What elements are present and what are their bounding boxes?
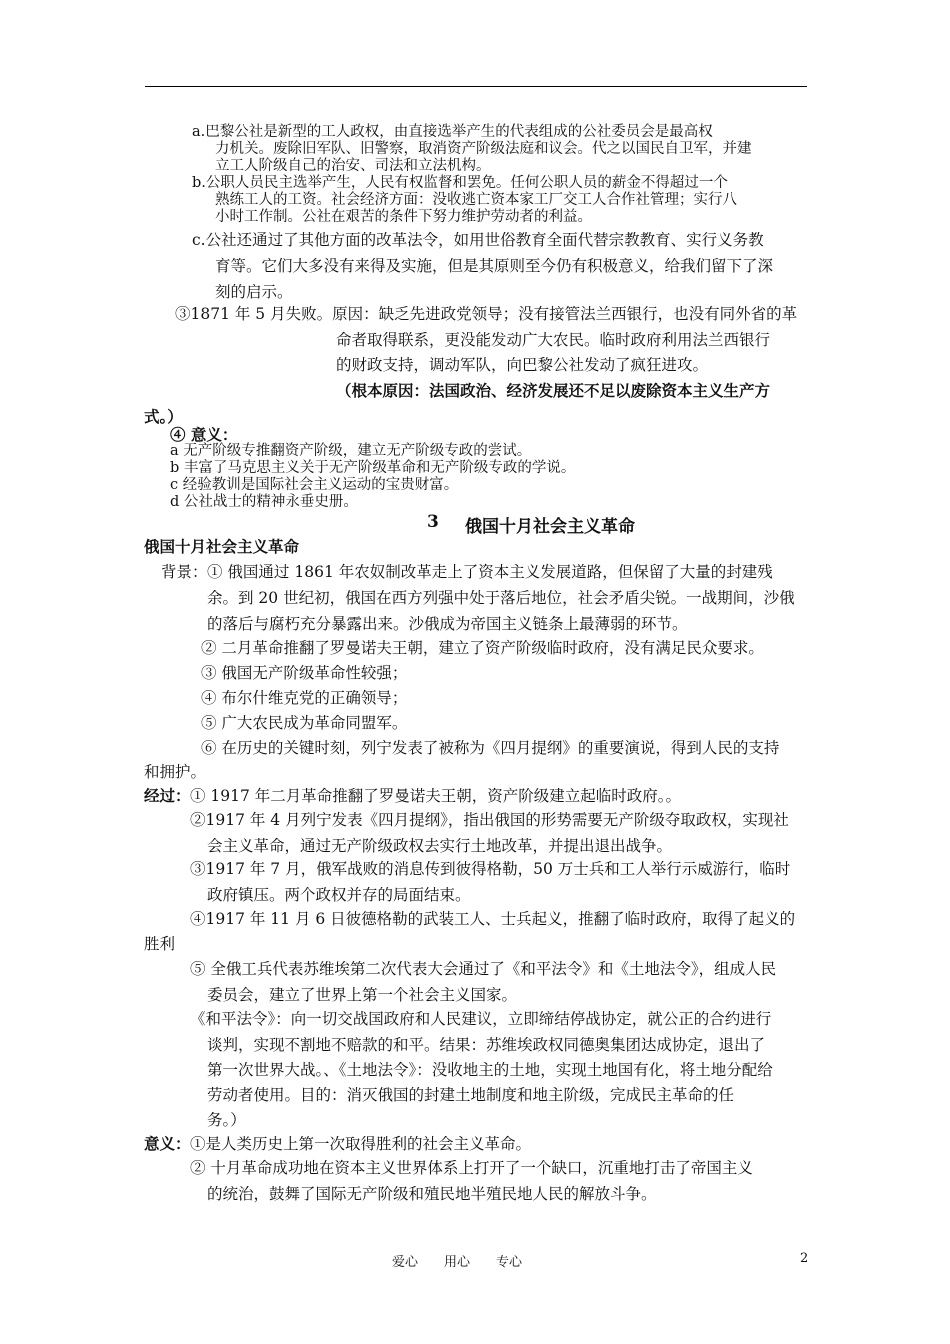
commune-item-b-line1: b.公职人员民主选举产生，人民有权监督和罢免。任何公职人员的薪金不得超过一个 bbox=[192, 175, 728, 191]
background-label: 背景： bbox=[161, 563, 208, 581]
background-line7: ⑤ 广大农民成为革命同盟军。 bbox=[201, 714, 408, 732]
background-line9: 和拥护。 bbox=[144, 763, 207, 781]
commune-item-a-line3: 立工人阶级自己的治安、司法和立法机构。 bbox=[215, 158, 491, 174]
section-number: 3 bbox=[427, 512, 439, 532]
process-line11: 谈判，实现不割地不赔款的和平。结果：苏维埃政权同德奥集团达成协定，退出了 bbox=[207, 1036, 766, 1054]
background-line8: ⑥ 在历史的关键时刻，列宁发表了被称为《四月提纲》的重要演说，得到人民的支持 bbox=[201, 739, 780, 757]
background-line6: ④ 布尔什维克党的正确领导； bbox=[201, 689, 408, 707]
significance-label: 意义： bbox=[144, 1134, 191, 1153]
commune-significance-heading: ④ 意义： bbox=[170, 425, 238, 444]
background-line3: 的落后与腐朽充分暴露出来。沙俄成为帝国主义链条上最薄弱的环节。 bbox=[207, 615, 688, 633]
process-line1: ① 1917 年二月革命推翻了罗曼诺夫王朝，资产阶级建立起临时政府。。 bbox=[190, 787, 682, 805]
process-line9: 委员会，建立了世界上第一个社会主义国家。 bbox=[207, 986, 518, 1004]
header-rule bbox=[145, 86, 807, 87]
process-line3: 会主义革命，通过无产阶级政权去实行土地改革，并提出退出战争。 bbox=[207, 837, 673, 855]
commune-item-c-line2: 育等。它们大多没有来得及实施，但是其原则至今仍有积极意义，给我们留下了深 bbox=[215, 257, 774, 275]
process-line4: ③1917 年 7 月，俄军战败的消息传到彼得格勒，50 万士兵和工人举行示威游行，临时 bbox=[190, 860, 791, 878]
footer-motto: 爱心 用心 专心 bbox=[392, 1255, 523, 1270]
significance-line3: 的统治，鼓舞了国际无产阶级和殖民地半殖民地人民的解放斗争。 bbox=[207, 1185, 657, 1203]
commune-failure-line3: 的财政支持，调动军队，向巴黎公社发动了疯狂进攻。 bbox=[336, 356, 709, 374]
process-line8: ⑤ 全俄工兵代表苏维埃第二次代表大会通过了《和平法令》和《土地法令》，组成人民 bbox=[190, 960, 777, 978]
commune-item-c-line1: c.公社还通过了其他方面的改革法令，如用世俗教育全面代替宗教教育、实行义务教 bbox=[192, 231, 764, 249]
section-title: 俄国十月社会主义革命 bbox=[465, 517, 635, 537]
commune-significance-a: a 无产阶级专推翻资产阶级，建立无产阶级专政的尝试。 bbox=[170, 443, 532, 459]
commune-item-c-line3: 刻的启示。 bbox=[215, 283, 293, 301]
process-line2: ②1917 年 4 月列宁发表《四月提纲》，指出俄国的形势需要无产阶级夺取政权，实现社 bbox=[190, 811, 789, 829]
commune-failure-line1: ③1871 年 5 月失败。原因：缺乏先进政党领导；没有接管法兰西银行，也没有同外省的革 bbox=[175, 305, 798, 323]
commune-significance-b: b 丰富了马克思主义关于无产阶级革命和无产阶级专政的学说。 bbox=[170, 460, 576, 476]
process-line12: 第一次世界大战。、《土地法令》：没收地主的土地，实现土地国有化，将土地分配给 bbox=[207, 1061, 773, 1079]
commune-item-a-line1: a.巴黎公社是新型的工人政权，由直接选举产生的代表组成的公社委员会是最高权 bbox=[192, 124, 713, 140]
process-line7: 胜利 bbox=[144, 935, 176, 953]
commune-root-cause-line1: （根本原因：法国政治、经济发展还不足以废除资本主义生产方 bbox=[336, 381, 771, 400]
commune-significance-c: c 经验教训是国际社会主义运动的宝贵财富。 bbox=[170, 477, 459, 493]
process-line5: 政府镇压。两个政权并存的局面结束。 bbox=[207, 886, 471, 904]
background-line2: 余。到 20 世纪初，俄国在西方列强中处于落后地位，社会矛盾尖锐。一战期间，沙俄 bbox=[207, 589, 795, 607]
commune-item-b-line2: 熟练工人的工资。社会经济方面：没收逃亡资本家工厂交工人合作社管理；实行八 bbox=[215, 192, 737, 208]
background-line4: ② 二月革命推翻了罗曼诺夫王朝，建立了资产阶级临时政府，没有满足民众要求。 bbox=[201, 639, 764, 657]
process-label: 经过： bbox=[144, 786, 191, 805]
process-line13: 劳动者使用。目的：消灭俄国的封建土地制度和地主阶级，完成民主革命的任 bbox=[207, 1086, 735, 1104]
section-subtitle: 俄国十月社会主义革命 bbox=[144, 537, 300, 556]
commune-root-cause-line2: 式。） bbox=[144, 407, 183, 426]
commune-item-b-line3: 小时工作制。公社在艰苦的条件下努力维护劳动者的利益。 bbox=[215, 209, 592, 225]
background-line5: ③ 俄国无产阶级革命性较强； bbox=[201, 664, 408, 682]
significance-line2: ② 十月革命成功地在资本主义世界体系上打开了一个缺口，沉重地打击了帝国主义 bbox=[190, 1159, 753, 1177]
commune-item-a-line2: 力机关。废除旧军队、旧警察，取消资产阶级法庭和议会。代之以国民自卫军，并建 bbox=[215, 141, 752, 157]
process-line10: 《和平法令》：向一切交战国政府和人民建议，立即缔结停战协定，就公正的合约进行 bbox=[190, 1010, 772, 1028]
process-line6: ④1917 年 11 月 6 日彼德格勒的武装工人、士兵起义，推翻了临时政府，取得了起义的 bbox=[190, 910, 796, 928]
process-line14: 务。） bbox=[207, 1111, 246, 1129]
significance-line1: ①是人类历史上第一次取得胜利的社会主义革命。 bbox=[190, 1135, 532, 1153]
commune-significance-d: d 公社战士的精神永垂史册。 bbox=[170, 494, 358, 510]
page-number: 2 bbox=[800, 1251, 809, 1266]
background-line1: ① 俄国通过 1861 年农奴制改革走上了资本主义发展道路，但保留了大量的封建残 bbox=[207, 563, 773, 581]
commune-failure-line2: 命者取得联系，更没能发动广大农民。临时政府利用法兰西银行 bbox=[336, 331, 771, 349]
